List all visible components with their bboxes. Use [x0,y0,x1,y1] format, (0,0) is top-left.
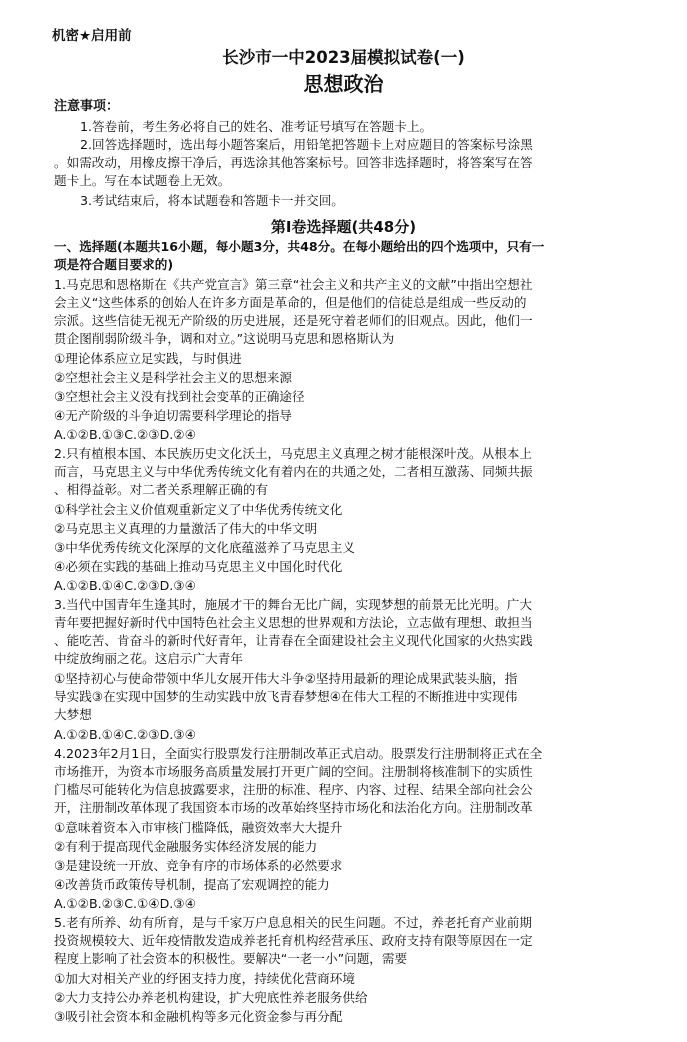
notice-line: 题卡上。写在本试题卷上无效。 [54,173,231,188]
notice-line: 1.答卷前，考生务必将自己的姓名、准考证号填写在答题卡上。 [80,119,433,134]
question-5-option: ②大力支持公办养老机构建设，扩大兜底性养老服务供给 [54,990,368,1005]
question-1-option: ①理论体系应立足实践，与时俱进 [54,351,242,366]
question-3-answers: A.①②B.①④C.②③D.③④ [54,727,196,742]
question-4-option: ④改善货币政策传导机制，提高了宏观调控的能力 [54,877,330,892]
question-1-option: ③空想社会主义没有找到社会变革的正确途径 [54,389,305,404]
question-5-option: ③吸引社会资本和金融机构等多元化资金参与再分配 [54,1009,343,1024]
question-4-stem: 门槛尽可能转化为信息披露要求，注册的标准、程序、内容、过程、结果全部向社会公 [54,782,533,797]
notice-heading: 注意事项： [54,99,120,114]
question-5-stem: 程度上影响了社会资本的积极性。要解决“一老一小”问题，需要 [54,951,408,966]
question-2-option: ③中华优秀传统文化深厚的文化底蕴滋养了马克思主义 [54,540,355,555]
question-3-stem: 中绽放绚丽之花。这启示广大青年 [54,651,243,666]
section-instruction: 项是符合题目要求的) [54,257,174,272]
question-2-stem: 、相得益彰。对二者关系理解正确的有 [54,482,269,497]
notice-line: 3.考试结束后，将本试题卷和答题卡一并交回。 [80,193,344,208]
subject-title: 思想政治 [303,72,384,96]
question-3-stem: 3.当代中国青年生逢其时，施展才干的舞台无比广阔，实现梦想的前景无比光明。广大 [54,597,532,612]
question-4-option: ②有利于提高现代金融服务实体经济发展的能力 [54,839,318,854]
section-instruction: 一、选择题(本题共16小题，每小题3分，共48分。在每小题给出的四个选项中，只有一 [54,239,545,254]
question-4-option: ③是建设统一开放、竞争有序的市场体系的必然要求 [54,858,343,873]
question-1-stem: 宗派。这些信徒无视无产阶级的历史进展，还是死守着老师们的旧观点。因此，他们一 [54,313,533,328]
question-2-stem: 2.只有植根本国、本民族历史文化沃土，马克思主义真理之树才能根深叶茂。从根本上 [54,446,532,461]
question-1-stem: 会主义“这些体系的创始人在许多方面是革命的，但是他们的信徒总是组成一些反动的 [54,295,527,310]
confidential-label: 机密★启用前 [52,28,132,44]
question-3-option: 大梦想 [54,707,92,722]
question-1-stem: 1.马克思和恩格斯在《共产党宣言》第三章“社会主义和共产主义的文献”中指出空想社 [54,277,533,292]
question-2-option: ④必须在实践的基础上推动马克思主义中国化时代化 [54,559,343,574]
question-2-answers: A.①②B.①④C.②③D.③④ [54,578,196,593]
question-4-stem: 开，注册制改革体现了我国资本市场的改革始终坚持市场化和法治化方向。注册制改革 [54,800,533,815]
notice-line: 2.回答选择题时，选出每小题答案后，用铅笔把答题卡上对应题目的答案标号涂黑 [80,137,533,152]
question-4-stem: 4.2023年2月1日，全面实行股票发行注册制改革正式启动。股票发行注册制将正式在全 [54,746,543,761]
question-1-option: ②空想社会主义是科学社会主义的思想来源 [54,370,292,385]
question-3-option: 导实践③在实现中国梦的生动实践中放飞青春梦想④在伟大工程的不断推进中实现伟 [54,689,518,704]
question-4-option: ①意味着资本入市审核门槛降低，融资效率大大提升 [54,820,343,835]
exam-title: 长沙市一中2023届模拟试卷(一) [222,48,465,67]
question-1-option: ④无产阶级的斗争迫切需要科学理论的指导 [54,408,292,423]
question-1-stem: 贯企图削弱阶级斗争，调和对立。”这说明马克思和恩格斯认为 [54,331,395,346]
question-2-option: ②马克思主义真理的力量激活了伟大的中华文明 [54,521,318,536]
question-3-option: ①坚持初心与使命带领中华儿女展开伟大斗争②坚持用最新的理论成果武装头脑，指 [54,671,518,686]
question-4-stem: 市场推开，为资本市场服务高质量发展打开更广阔的空间。注册制将核准制下的实质性 [54,764,533,779]
question-5-stem: 5.老有所养、幼有所育，是与千家万户息息相关的民生问题。不过，养老托育产业前期 [54,915,532,930]
question-1-answers: A.①②B.①③C.②③D.②④ [54,427,196,442]
question-4-answers: A.①②B.②③C.①④D.③④ [54,896,196,911]
question-5-stem: 投资规模较大、近年疫情散发造成养老托育机构经营承压、政府支持有限等原因在一定 [54,933,533,948]
question-2-option: ①科学社会主义价值观重新定义了中华优秀传统文化 [54,502,343,517]
question-3-stem: 青年要把握好新时代中国特色社会主义思想的世界观和方法论，立志做有理想、敢担当 [54,615,533,630]
question-5-option: ①加大对相关产业的纾困支持力度，持续优化营商环境 [54,971,355,986]
question-3-stem: 、能吃苦、肯奋斗的新时代好青年，让青春在全面建设社会主义现代化国家的火热实践 [54,633,533,648]
notice-line: 。如需改动，用橡皮擦干净后，再选涂其他答案标号。回答非选择题时，将答案写在答 [54,155,533,170]
section-title: 第Ⅰ卷选择题(共48分) [270,218,417,236]
question-2-stem: 而言，马克思主义与中华优秀传统文化有着内在的共通之处，二者相互激荡、同频共振 [54,464,533,479]
